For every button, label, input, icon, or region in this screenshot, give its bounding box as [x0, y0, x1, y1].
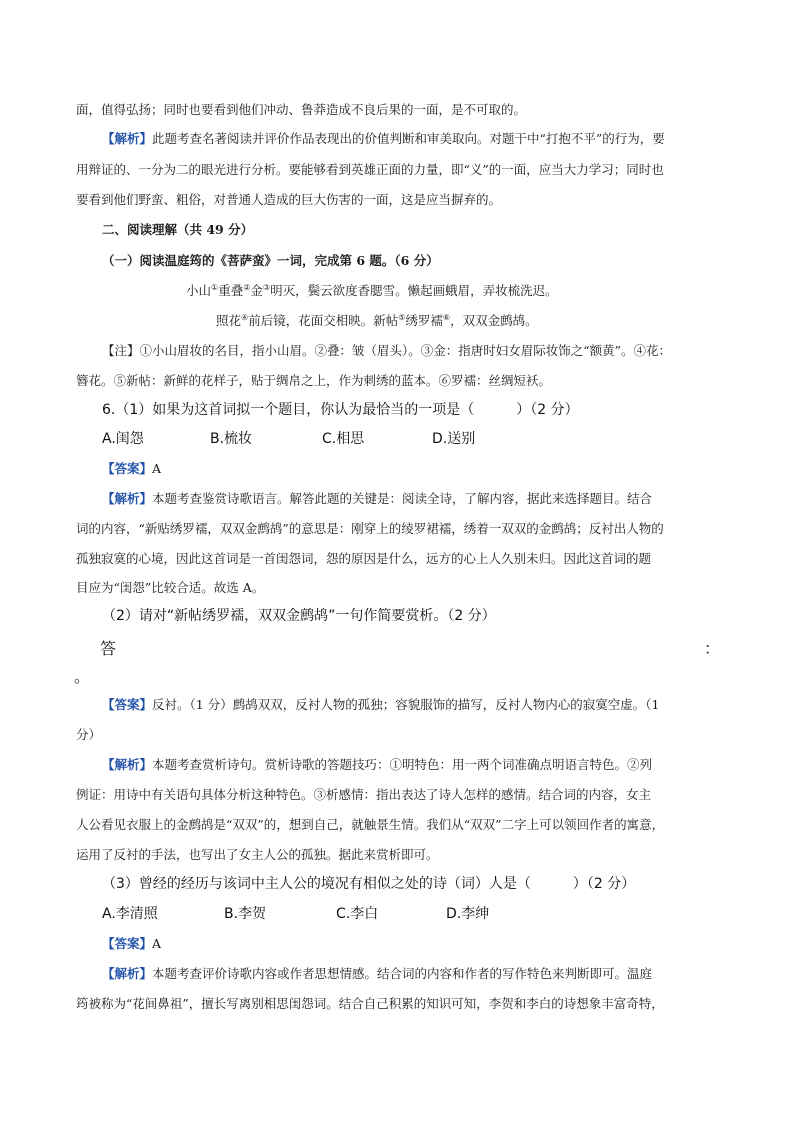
- analysis-line: [102, 129, 665, 147]
- poem-text: 前后镜，花面交相映。新帖: [248, 313, 399, 328]
- note-line: 簪花。⑤新帖：新鲜的花样子，贴于绸帛之上，作为刺绣的蓝本。⑥罗襦：丝绸短袄。: [76, 373, 552, 388]
- footnote-mark: ⑥: [442, 312, 451, 322]
- note-text: ①小山眉妆的名目，指小山眉。②叠：皱（眉头）。③金：指唐时妇女眉际妆饰之“额黄”。④花：: [139, 343, 672, 358]
- text-line: 目应为“闺怨”比较合适。故选 A。: [76, 580, 265, 595]
- text-line: 人公看见衣服上的金鹧鸪是“双双”的，想到自己，就触景生情。我们从“双双”二字上可以领回作者的寓意，: [76, 817, 665, 832]
- footnote-mark: ⑤: [398, 312, 406, 322]
- footnote-mark: ①: [211, 282, 219, 292]
- analysis-text: 本题考查评价诗歌内容或作者思想情感。结合词的内容和作者的写作特色来判断即可。温庭: [152, 966, 653, 981]
- note-tag: 【注】: [102, 343, 140, 358]
- text-line: 要看到他们野蛮、粗俗，对普通人造成的巨大伤害的一面，这是应当摒弃的。: [76, 192, 502, 207]
- option-b: B.梳妆: [210, 431, 253, 447]
- answer-tag: 【答案】: [102, 697, 153, 712]
- option-d: D.李绅: [446, 906, 490, 922]
- footnote-mark: ②: [243, 282, 251, 292]
- analysis-tag: 【解析】: [102, 966, 153, 981]
- analysis-tag: 【解析】: [102, 757, 153, 772]
- footnote-mark: ④: [241, 312, 249, 322]
- poem-text: 绣罗襦: [405, 313, 443, 328]
- subsection-heading: （一）阅读温庭筠的《菩萨蛮》一词，完成第 6 题。（6 分）: [102, 253, 439, 268]
- text-line: 例证：用诗中有关语句具体分析这种特色。③析感情：指出表达了诗人怎样的感情。结合词的内容，女主: [76, 787, 652, 802]
- text-line: 孤独寂寞的心境，因此这首词是一首闺怨词，怨的原因是什么，远方的心上人久别未归。因此这首词的题: [76, 551, 652, 566]
- analysis-line: [102, 755, 652, 773]
- question-6-3: （3）曾经的经历与该词中主人公的境况有相似之处的诗（词）人是（ ）（2 分）: [102, 876, 636, 892]
- poem-text: 小山: [186, 283, 212, 298]
- analysis-text: 此题考查名著阅读并评价作品表现出的价值判断和审美取向。对题干中“打抱不平”的行为，要: [152, 131, 665, 146]
- option-a: A.李清照: [102, 906, 158, 922]
- answer-tag: 【答案】: [102, 936, 153, 951]
- answer-label: 答: [100, 639, 117, 658]
- option-a: A.闺怨: [102, 431, 144, 447]
- answer-line: [102, 934, 161, 952]
- poem-line-2: [216, 311, 538, 329]
- text-line: 面，值得弘扬；同时也要看到他们冲动、鲁莽造成不良后果的一面，是不可取的。: [76, 102, 527, 117]
- option-b: B.李贺: [224, 906, 267, 922]
- poem-text: 金: [250, 283, 263, 298]
- analysis-line: [102, 964, 652, 982]
- option-c: C.相思: [322, 431, 365, 447]
- text-line: 词的内容，“新贴绣罗襦，双双金鹧鸪”的意思是：刚穿上的绫罗裙襦，绣着一双双的金鹧鸪；反衬出人物的: [76, 521, 664, 536]
- answer-value: A: [152, 936, 162, 951]
- answer-period: 。: [74, 667, 91, 686]
- text-line: 分）: [76, 727, 102, 742]
- poem-text: ，双双金鹧鸪。: [450, 313, 538, 328]
- answer-line: [102, 459, 161, 477]
- analysis-text: 本题考查鉴赏诗歌语言。解答此题的关键是：阅读全诗，了解内容，据此来选择题目。结合: [152, 491, 653, 506]
- poem-text: 照花: [216, 313, 242, 328]
- text-line: 筠被称为“花间鼻祖”，擅长写离别相思闺怨词。结合自己积累的知识可知，李贺和李白的诗想象丰富奇特，: [76, 996, 664, 1011]
- answer-line: [102, 695, 659, 713]
- text-line: 用辩证的、一分为二的眼光进行分析。要能够看到英雄正面的力量，即“义”的一面，应当大力学习；同时也: [76, 162, 664, 177]
- footnote-mark: ③: [262, 282, 271, 292]
- option-c: C.李白: [336, 906, 379, 922]
- analysis-tag: 【解析】: [102, 491, 153, 506]
- poem-line-1: [186, 281, 558, 299]
- note-line: [102, 341, 671, 359]
- answer-value: A: [152, 461, 162, 476]
- question-6-1: 6.（1）如果为这首词拟一个题目，你认为最恰当的一项是（ ）（2 分）: [102, 402, 579, 418]
- section-heading: 二、阅读理解（共 49 分）: [102, 222, 254, 237]
- analysis-tag: 【解析】: [102, 131, 153, 146]
- analysis-text: 本题考查赏析诗句。赏析诗歌的答题技巧：①明特色：用一两个词准确点明语言特色。②列: [152, 757, 653, 772]
- question-6-2: （2）请对“新帖绣罗襦，双双金鹧鸪”一句作简要赏析。（2 分）: [102, 608, 496, 624]
- answer-text: 反衬。（1 分）鹧鸪双双，反衬人物的孤独；容貌服饰的描写，反衬人物内心的寂寞空虚。（1: [152, 697, 660, 712]
- answer-tag: 【答案】: [102, 461, 153, 476]
- analysis-line: [102, 489, 652, 507]
- answer-colon: ：: [704, 639, 721, 658]
- poem-text: 明灭，鬓云欲度香腮雪。懒起画蛾眉，弄妆梳洗迟。: [270, 283, 558, 298]
- text-line: 运用了反衬的手法，也写出了女主人公的孤独。据此来赏析即可。: [76, 847, 439, 862]
- poem-text: 重叠: [218, 283, 244, 298]
- option-d: D.送别: [432, 431, 476, 447]
